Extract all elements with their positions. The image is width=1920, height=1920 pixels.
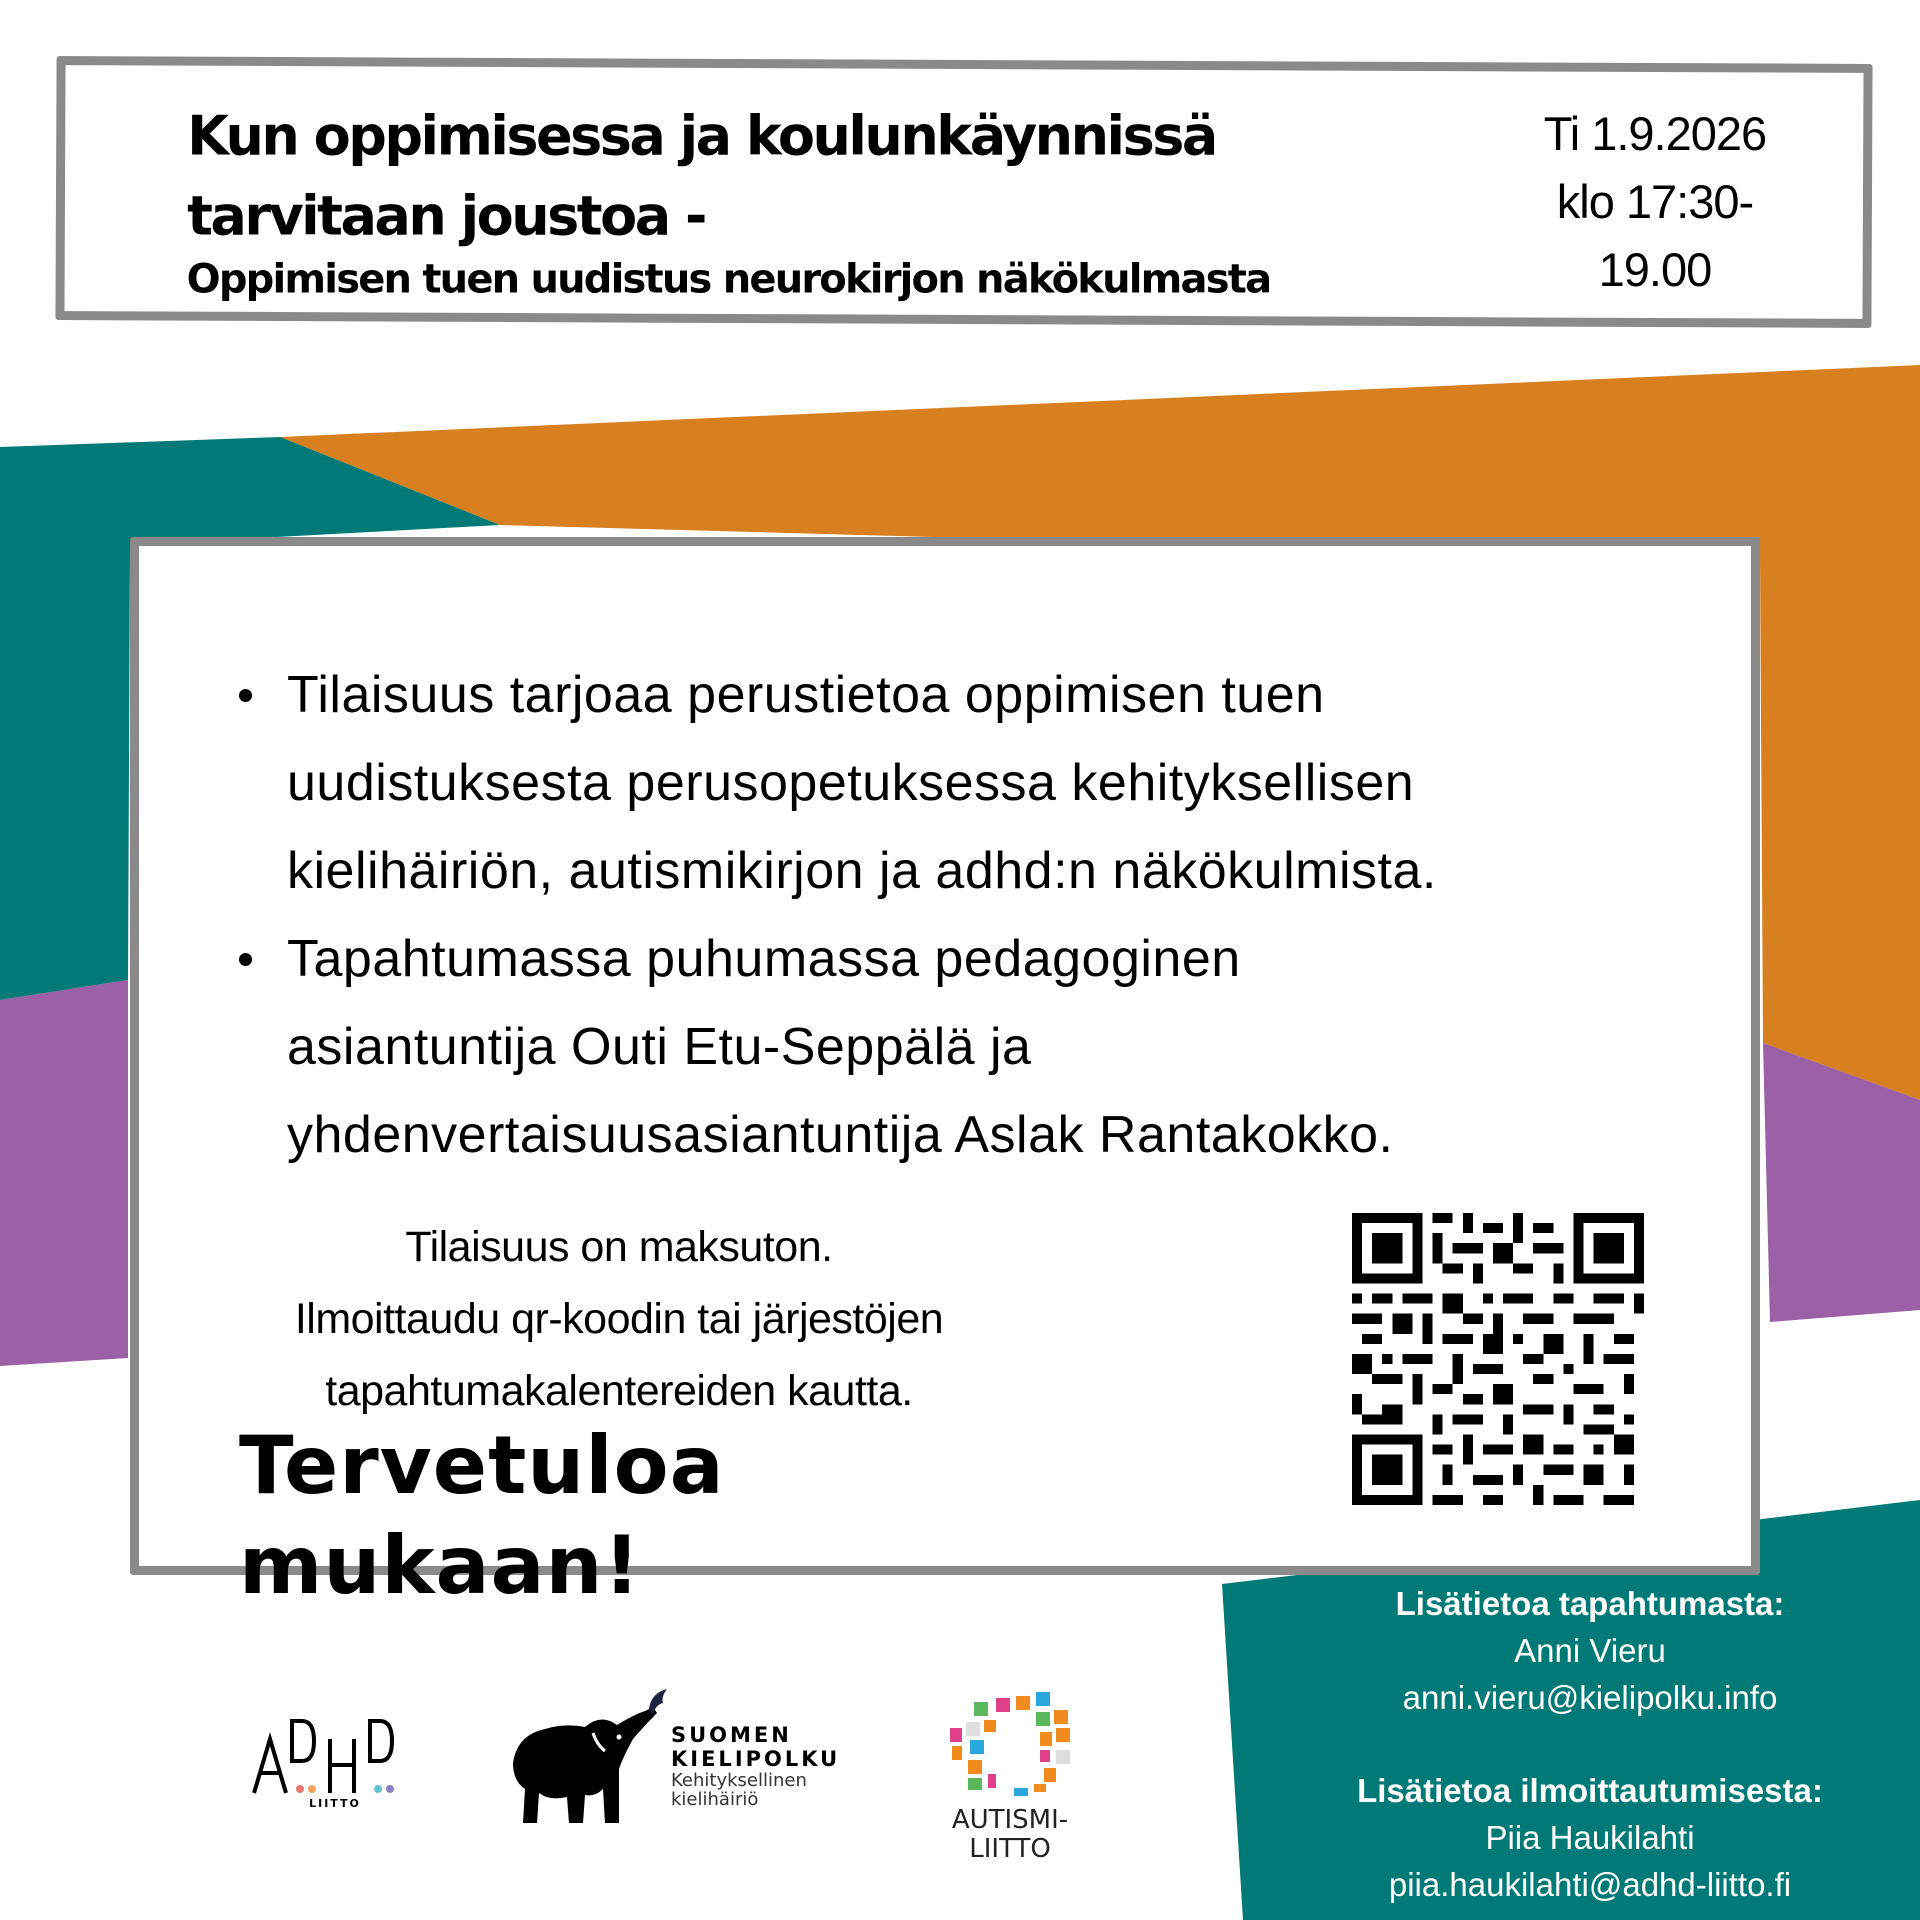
autismiliitto-line-1: AUTISMI- — [951, 1805, 1069, 1835]
bullet-dot-icon — [239, 953, 252, 966]
registration-note-line-1: Ilmoittaudu qr-koodin tai järjestöjen — [294, 1295, 944, 1343]
event-title-line-1: Kun oppimisessa ja koulunkäynnissä — [187, 104, 1216, 168]
event-contact-name: Anni Vieru — [1514, 1632, 1666, 1669]
spacer — [1290, 1721, 1890, 1767]
registration-contact-title: Lisätietoa ilmoittautumisesta: — [1357, 1772, 1823, 1809]
event-title — [187, 96, 1487, 256]
welcome-text: Tervetuloa mukaan! — [239, 1419, 725, 1612]
header-box — [55, 56, 1872, 328]
event-time-start: klo 17:30- — [1556, 175, 1754, 229]
autism-mosaic-icon — [940, 1688, 1080, 1798]
bullet-line: uudistuksesta perusopetuksessa kehityksellisen — [287, 754, 1415, 812]
event-contact-email[interactable]: anni.vieru@kielipolku.info — [1402, 1679, 1778, 1716]
event-date: Ti 1.9.2026 — [1543, 107, 1767, 161]
bullet-item — [239, 915, 1739, 1179]
registration-contact-name: Piia Haukilahti — [1485, 1819, 1695, 1856]
bullet-line: Tapahtumassa puhumassa pedagoginen — [287, 930, 1241, 988]
suomen-kielipolku-logo — [505, 1685, 865, 1835]
event-subtitle: Oppimisen tuen uudistus neurokirjon näkökulmasta — [186, 256, 1271, 303]
kielipolku-line-2: KIELIPOLKU — [671, 1747, 841, 1771]
bullet-line: Tilaisuus tarjoaa perustietoa oppimisen tuen — [287, 666, 1325, 724]
kielipolku-line-1: SUOMEN — [671, 1723, 792, 1747]
bullet-dot-icon — [239, 689, 252, 702]
purple-left-shape — [0, 980, 128, 1366]
bullet-item — [239, 651, 1739, 915]
kielipolku-line-3: Kehityksellinen — [671, 1770, 807, 1791]
event-datetime — [1505, 100, 1805, 304]
contact-info — [1290, 1580, 1890, 1908]
elephant-icon — [505, 1685, 675, 1835]
qr-code-icon[interactable] — [1352, 1213, 1644, 1505]
kielipolku-text — [671, 1723, 871, 1809]
registration-note-line-2: tapahtumakalentereiden kautta. — [325, 1367, 913, 1415]
autismiliitto-text — [940, 1806, 1080, 1864]
bullet-line: kielihäiriön, autismikirjon ja adhd:n näkökulmista. — [287, 842, 1437, 900]
free-event-note: Tilaisuus on maksuton. — [405, 1223, 833, 1271]
registration-contact-email[interactable]: piia.haukilahti@adhd-liitto.fi — [1388, 1866, 1792, 1903]
autismiliitto-logo — [940, 1688, 1080, 1878]
bullet-line: yhdenvertaisuusasiantuntija Aslak Rantakokko. — [287, 1106, 1394, 1164]
autismiliitto-line-2: LIITTO — [969, 1834, 1051, 1864]
kielipolku-line-4: kielihäiriö — [671, 1789, 759, 1810]
adhd-liitto-sub: LIITTO — [309, 1797, 361, 1810]
event-title-line-2: tarvitaan joustoa - — [187, 184, 705, 248]
event-time-end: 19.00 — [1598, 243, 1712, 297]
registration-info — [209, 1211, 1029, 1427]
event-contact-title: Lisätietoa tapahtumasta: — [1395, 1585, 1785, 1622]
bullet-list — [239, 651, 1739, 1179]
adhd-liitto-logo — [250, 1715, 420, 1825]
adhd-letters-icon — [250, 1715, 420, 1795]
bullet-line: asiantuntija Outi Etu-Seppälä ja — [287, 1018, 1032, 1076]
